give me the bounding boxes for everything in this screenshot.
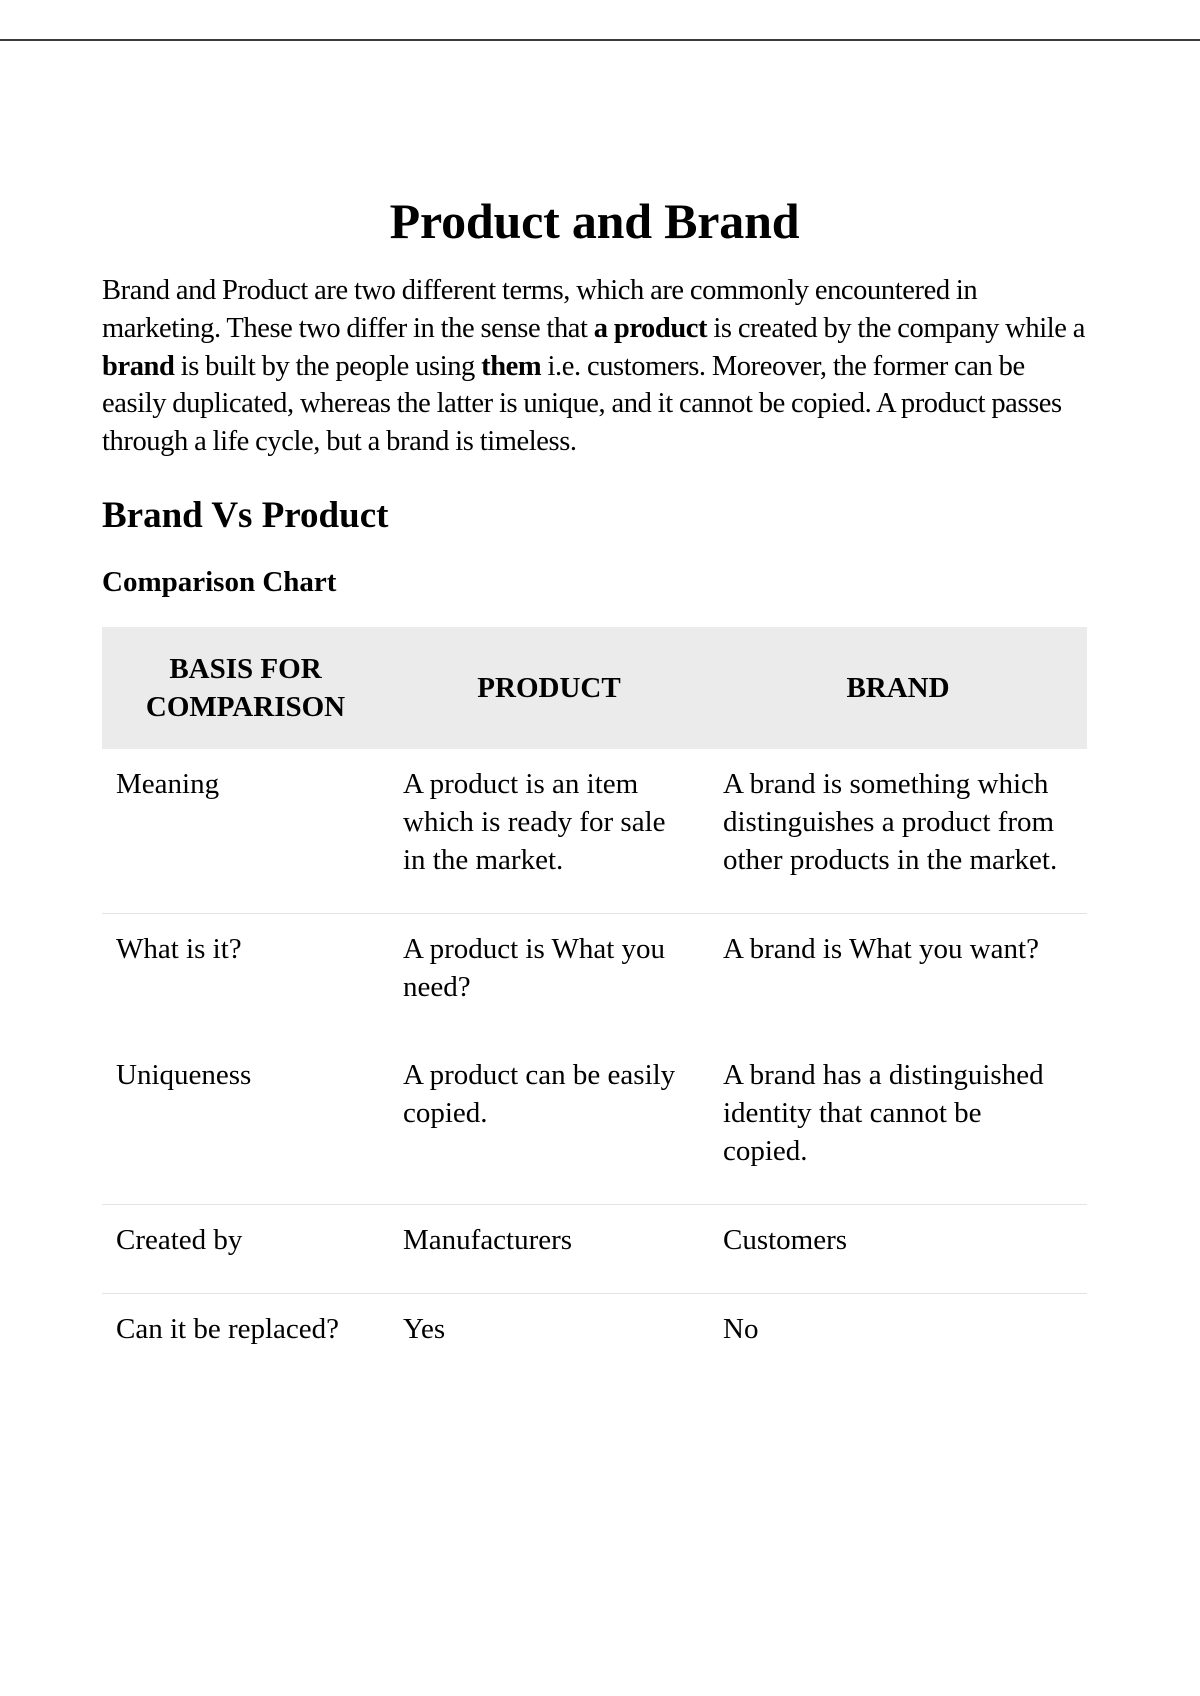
table-row <box>102 749 1087 914</box>
row-brand-cell: No <box>709 1293 1087 1382</box>
intro-bold-brand: brand <box>102 350 175 382</box>
row-brand-cell: A brand is something which distinguishes a product from other products in the market. <box>723 767 1058 876</box>
intro-paragraph <box>102 272 1087 461</box>
header-basis: BASIS FOR COMPARISON <box>102 627 389 749</box>
intro-text-3: is built by the people using <box>174 350 482 382</box>
intro-bold-product: a product <box>593 312 708 344</box>
row-basis-cell: Created by <box>102 1204 389 1293</box>
comparison-table <box>102 627 1087 1382</box>
row-basis-cell: What is it? <box>102 913 389 1040</box>
header-product: PRODUCT <box>389 627 709 749</box>
header-brand: BRAND <box>709 627 1087 749</box>
intro-text-2: is created by the company while a <box>707 312 1085 344</box>
table-row <box>102 1040 1087 1205</box>
table-row <box>102 1204 1087 1293</box>
table-header-row <box>102 627 1087 749</box>
row-basis-cell: Uniqueness <box>116 1058 252 1091</box>
row-product-cell: A product is an item which is ready for sale in the market. <box>403 767 666 876</box>
intro-bold-them: them <box>481 350 542 382</box>
row-product-cell: Yes <box>389 1293 709 1382</box>
intro-text-4: i.e. customers. Moreover, the former can be easily duplicated, whereas the latter is unique, and it cannot be copied. A product passes through a life cycle, but a brand is timeless. <box>102 350 1062 458</box>
table-row <box>102 913 1087 1040</box>
row-brand-cell: Customers <box>709 1204 1087 1293</box>
table-row <box>102 1293 1087 1382</box>
row-product-cell: Manufacturers <box>389 1204 709 1293</box>
row-basis-cell: Can it be replaced? <box>102 1293 389 1382</box>
comparison-chart-heading: Comparison Chart <box>102 565 337 598</box>
row-brand-cell: A brand is What you want? <box>709 913 1087 1040</box>
row-product-cell: A product is What you need? <box>389 913 709 1040</box>
document-body <box>102 188 1087 1382</box>
row-product-cell: A product can be easily copied. <box>403 1058 676 1129</box>
top-rule <box>0 39 1200 41</box>
section-heading: Brand Vs Product <box>102 494 389 536</box>
page-title: Product and Brand <box>389 193 800 249</box>
row-brand-cell: A brand has a distinguished identity that cannot be copied. <box>723 1058 1044 1167</box>
intro-text-1: Brand and Product are two different terms, which are commonly encountered in marketing. These two differ in the sense that <box>102 275 978 344</box>
row-basis-cell: Meaning <box>116 767 220 800</box>
